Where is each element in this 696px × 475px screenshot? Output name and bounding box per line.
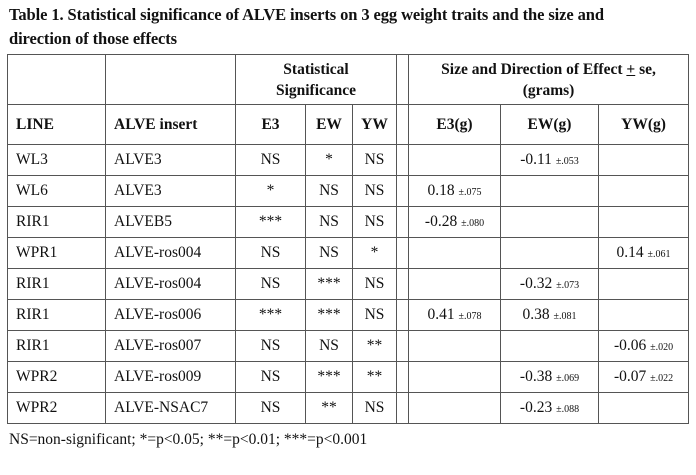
col-header-ew-g: EW(g) (501, 105, 599, 145)
cell-spacer (397, 269, 409, 300)
col-header-yw: YW (353, 105, 397, 145)
results-table (7, 54, 689, 424)
effect-value: -0.32 (519, 275, 553, 292)
cell-spacer (397, 207, 409, 238)
cell-spacer (397, 362, 409, 393)
cell-alve-insert: ALVE3 (106, 145, 236, 176)
cell-significance-yw: NS (353, 207, 397, 238)
col-header-e3-g: E3(g) (409, 105, 501, 145)
cell-effect-yw (599, 331, 689, 362)
cell-significance-yw: NS (353, 145, 397, 176)
cell-line: WPR2 (8, 393, 106, 424)
effect-value: 0.41 (427, 306, 455, 323)
cell-significance-yw: NS (353, 300, 397, 331)
caption-line-2: direction of those effects (9, 29, 177, 48)
cell-spacer (397, 145, 409, 176)
cell-significance-ew: NS (306, 238, 353, 269)
table-row (8, 393, 689, 424)
cell-effect-yw (599, 176, 689, 207)
header-empty-line (8, 55, 106, 105)
cell-significance-yw: ** (353, 331, 397, 362)
standard-error: ±.069 (556, 373, 580, 384)
cell-line: WPR2 (8, 362, 106, 393)
cell-effect-ew (501, 362, 599, 393)
cell-effect-e3 (409, 176, 501, 207)
effect-value: -0.28 (424, 213, 458, 230)
table-row (8, 176, 689, 207)
header-size-direction-effect: Size and Direction of Effect + se, (grams) (409, 55, 689, 105)
cell-significance-e3: NS (236, 145, 306, 176)
effect-value: -0.38 (519, 368, 553, 385)
cell-significance-yw: NS (353, 269, 397, 300)
cell-significance-ew: NS (306, 176, 353, 207)
standard-error: ±.081 (553, 311, 577, 322)
cell-effect-e3 (409, 331, 501, 362)
col-header-spacer (397, 105, 409, 145)
cell-significance-yw: ** (353, 362, 397, 393)
cell-spacer (397, 300, 409, 331)
standard-error: ±.080 (461, 218, 485, 229)
cell-significance-ew: NS (306, 207, 353, 238)
header-spacer (397, 55, 409, 105)
significance-footnote: NS=non-significant; *=p<0.05; **=p<0.01; ***=p<0.001 (9, 431, 368, 448)
cell-effect-yw (599, 362, 689, 393)
cell-significance-e3: NS (236, 269, 306, 300)
cell-effect-e3 (409, 362, 501, 393)
table-row (8, 300, 689, 331)
cell-effect-yw (599, 269, 689, 300)
cell-effect-e3 (409, 393, 501, 424)
cell-spacer (397, 238, 409, 269)
cell-significance-yw: NS (353, 393, 397, 424)
col-header-ew: EW (306, 105, 353, 145)
effect-value: -0.23 (519, 399, 553, 416)
cell-effect-yw (599, 145, 689, 176)
cell-line: RIR1 (8, 331, 106, 362)
cell-significance-e3: *** (236, 300, 306, 331)
standard-error: ±.078 (458, 311, 482, 322)
col-header-alve-insert: ALVE insert (106, 105, 236, 145)
cell-effect-e3 (409, 207, 501, 238)
effect-value: -0.11 (520, 151, 552, 168)
table-row (8, 269, 689, 300)
cell-effect-yw (599, 238, 689, 269)
cell-spacer (397, 331, 409, 362)
cell-effect-ew (501, 176, 599, 207)
cell-effect-ew (501, 207, 599, 238)
cell-line: RIR1 (8, 207, 106, 238)
cell-line: RIR1 (8, 269, 106, 300)
effect-value: 0.38 (522, 306, 550, 323)
standard-error: ±.075 (458, 187, 482, 198)
table-row (8, 331, 689, 362)
cell-alve-insert: ALVE-ros006 (106, 300, 236, 331)
cell-line: WL3 (8, 145, 106, 176)
header-column-row (8, 105, 689, 145)
cell-effect-yw (599, 300, 689, 331)
header-group-row (8, 55, 689, 105)
table-row (8, 145, 689, 176)
cell-alve-insert: ALVE-ros004 (106, 238, 236, 269)
cell-significance-yw: NS (353, 176, 397, 207)
cell-line: WPR1 (8, 238, 106, 269)
cell-significance-e3: *** (236, 207, 306, 238)
cell-effect-ew (501, 238, 599, 269)
effect-value: -0.06 (613, 337, 647, 354)
col-header-line: LINE (8, 105, 106, 145)
cell-effect-e3 (409, 145, 501, 176)
cell-effect-yw (599, 393, 689, 424)
effect-value: 0.18 (427, 182, 455, 199)
cell-significance-yw: * (353, 238, 397, 269)
standard-error: ±.022 (650, 373, 674, 384)
cell-alve-insert: ALVE-ros004 (106, 269, 236, 300)
cell-line: RIR1 (8, 300, 106, 331)
cell-effect-ew (501, 269, 599, 300)
cell-alve-insert: ALVE3 (106, 176, 236, 207)
table-row (8, 362, 689, 393)
standard-error: ±.020 (650, 342, 674, 353)
cell-significance-e3: * (236, 176, 306, 207)
cell-significance-e3: NS (236, 238, 306, 269)
cell-effect-ew (501, 300, 599, 331)
standard-error: ±.053 (555, 156, 579, 167)
cell-effect-e3 (409, 238, 501, 269)
standard-error: ±.061 (647, 249, 671, 260)
cell-effect-e3 (409, 269, 501, 300)
cell-effect-yw (599, 207, 689, 238)
header-statistical-significance: Statistical Significance (236, 55, 397, 105)
cell-significance-ew: NS (306, 331, 353, 362)
caption-line-1: Table 1. Statistical significance of ALVE inserts on 3 egg weight traits and the size and (9, 5, 604, 24)
header-empty-insert (106, 55, 236, 105)
standard-error: ±.073 (556, 280, 580, 291)
cell-significance-ew: ** (306, 393, 353, 424)
cell-alve-insert: ALVE-NSAC7 (106, 393, 236, 424)
cell-significance-ew: *** (306, 362, 353, 393)
cell-alve-insert: ALVE-ros007 (106, 331, 236, 362)
cell-significance-e3: NS (236, 362, 306, 393)
cell-spacer (397, 393, 409, 424)
table-caption (9, 3, 689, 51)
cell-effect-ew (501, 331, 599, 362)
col-header-yw-g: YW(g) (599, 105, 689, 145)
table-row (8, 238, 689, 269)
cell-effect-e3 (409, 300, 501, 331)
cell-effect-ew (501, 145, 599, 176)
cell-alve-insert: ALVE-ros009 (106, 362, 236, 393)
standard-error: ±.088 (556, 404, 580, 415)
cell-significance-e3: NS (236, 331, 306, 362)
plus-minus-symbol: + (626, 60, 636, 78)
cell-alve-insert: ALVEB5 (106, 207, 236, 238)
effect-value: -0.07 (613, 368, 647, 385)
cell-effect-ew (501, 393, 599, 424)
effect-value: 0.14 (616, 244, 644, 261)
cell-significance-ew: *** (306, 300, 353, 331)
cell-line: WL6 (8, 176, 106, 207)
cell-significance-e3: NS (236, 393, 306, 424)
cell-spacer (397, 176, 409, 207)
table-row (8, 207, 689, 238)
cell-significance-ew: * (306, 145, 353, 176)
col-header-e3: E3 (236, 105, 306, 145)
cell-significance-ew: *** (306, 269, 353, 300)
